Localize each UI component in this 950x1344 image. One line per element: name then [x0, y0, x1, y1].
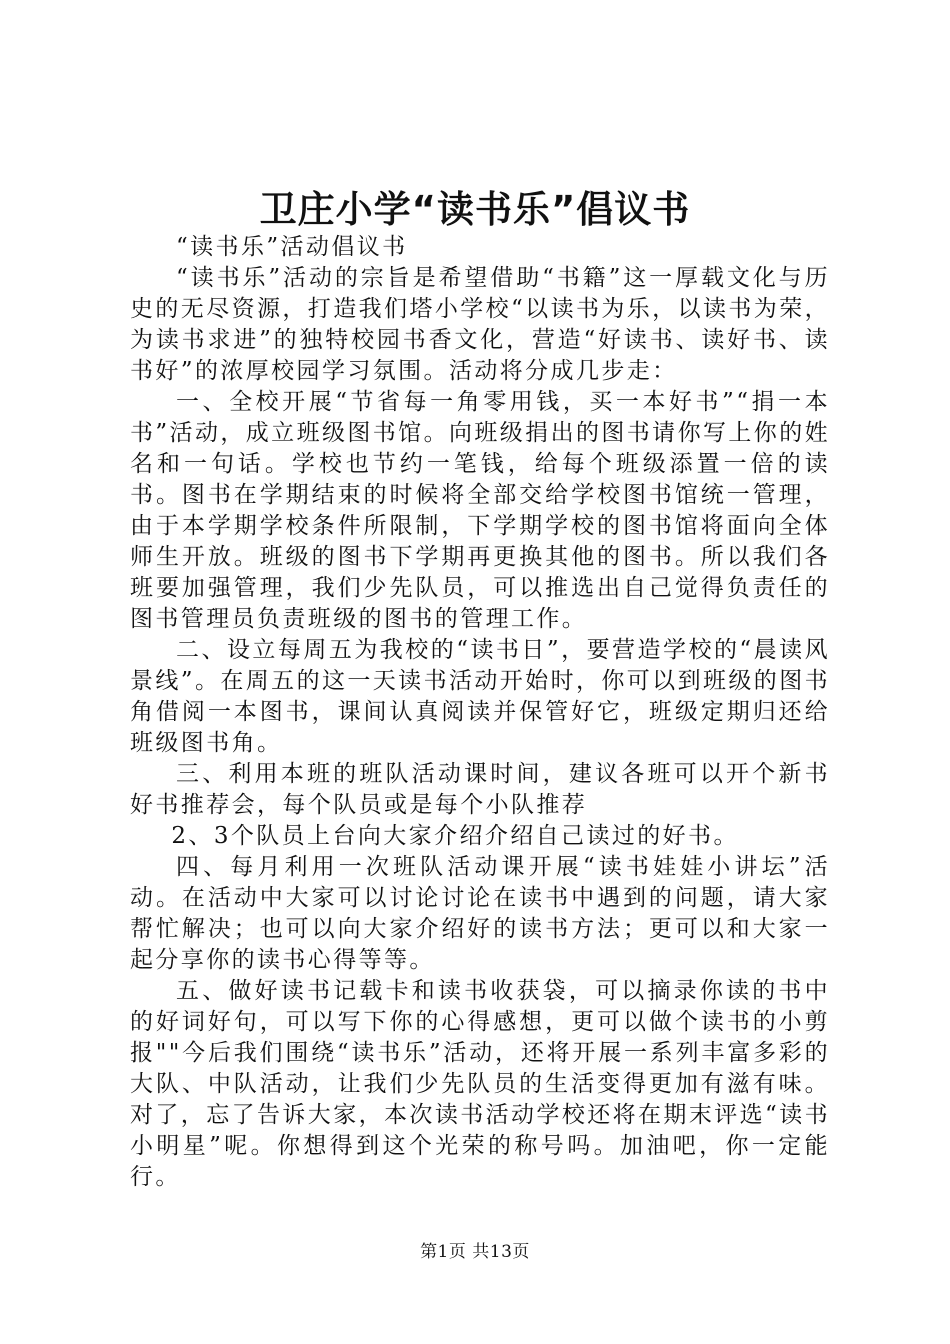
paragraph-intro: “读书乐”活动的宗旨是希望借助“书籍”这一厚载文化与历史的无尽资源，打造我们塔小学校“以读书为乐，以读书为荣，为读书求进”的独特校园书香文化，营造“好读书、读好书、读书好”的浓厚校园学习氛围。活动将分成几步走： [130, 265, 830, 384]
paragraph-step-2: 二、设立每周五为我校的“读书日”，要营造学校的“晨读风景线”。在周五的这一天读书活动开始时，你可以到班级的图书角借阅一本图书，课间认真阅读并保管好它，班级定期归还给班级图书角。 [130, 637, 830, 756]
document-body [130, 232, 830, 1193]
page-number-footer: 第1页 共13页 [420, 1242, 530, 1262]
document-title: 卫庄小学“读书乐”倡议书 [259, 188, 691, 231]
paragraph-step-4: 四、每月利用一次班队活动课开展“读书娃娃小讲坛”活动。在活动中大家可以讨论讨论在读书中遇到的问题，请大家帮忙解决；也可以向大家介绍好的读书方法；更可以和大家一起分享你的读书心得等等。 [130, 854, 830, 973]
paragraph-step-1: 一、全校开展“节省每一角零用钱，买一本好书”“捐一本书”活动，成立班级图书馆。向班级捐出的图书请你写上你的姓名和一句话。学校也节约一笔钱，给每个班级添置一倍的读书。图书在学期结束的时候将全部交给学校图书馆统一管理，由于本学期学校条件所限制，下学期学校的图书馆将面向全体师生开放。班级的图书下学期再更换其他的图书。所以我们各班要加强管理，我们少先队员，可以推选出自己觉得负责任的图书管理员负责班级的图书的管理工作。 [130, 389, 830, 632]
paragraph-step-5: 五、做好读书记载卡和读书收获袋，可以摘录你读的书中的好词好句，可以写下你的心得感想，更可以做个读书的小剪报""今后我们围绕“读书乐”活动，还将开展一系列丰富多彩的大队、中队活动，让我们少先队员的生活变得更加有滋有味。对了，忘了告诉大家，本次读书活动学校还将在期末评选“读书小明星”呢。你想得到这个光荣的称号吗。加油吧，你一定能行。 [130, 978, 830, 1190]
paragraph-subtitle: “读书乐”活动倡议书 [176, 234, 408, 260]
paragraph-step-3-continued: 2、3个队员上台向大家介绍介绍自己读过的好书。 [171, 823, 739, 849]
paragraph-step-3: 三、利用本班的班队活动课时间，建议各班可以开个新书好书推荐会，每个队员或是每个小队推荐 [130, 761, 830, 818]
